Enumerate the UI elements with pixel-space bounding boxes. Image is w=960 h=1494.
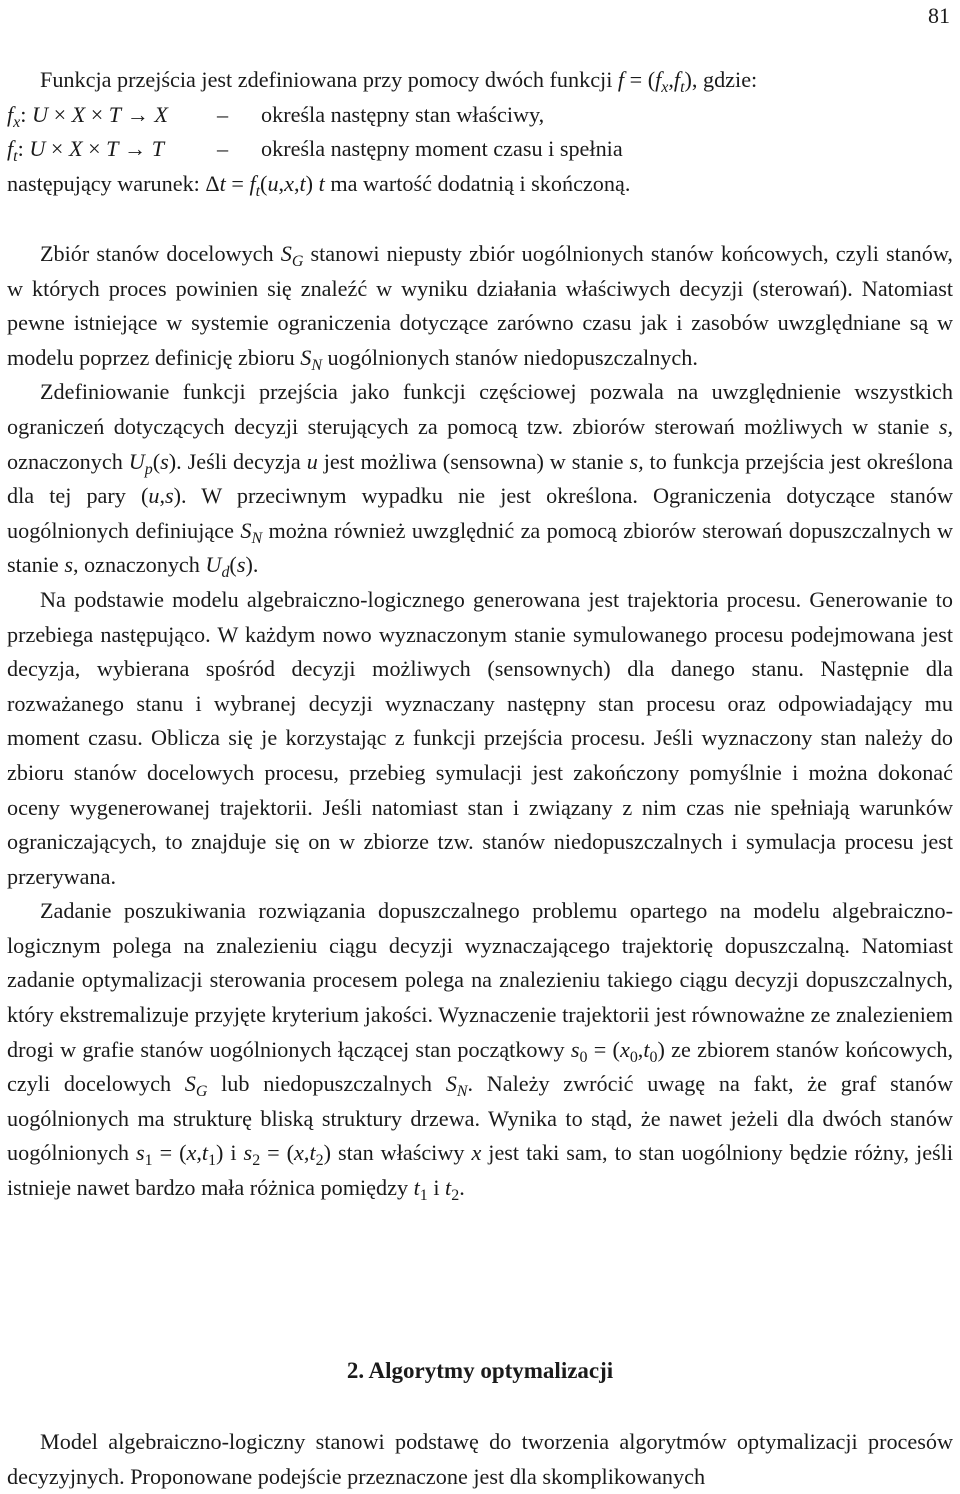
- paragraph: Zdefiniowanie funkcji przejścia jako funkcji częściowej pozwala na uwzględnienie wszystkich ograniczeń dotyczących decyzji sterujących za pomocą tzw. zbiorów sterowań możliwych w stanie s, oznaczonych $U_p(s)$. Jeśli decyzja u jest możliwa (sensowna) w stanie s, to funkcja przejścia jest określona dla tej pary (u,s). W przeciwnym wypadku nie jest określona. Ograniczenia dotyczące stanów uogólnionych definiujące $S_N$ można również uwzględnić za pomocą zbiorów sterowań dopuszczalnych w stanie s, oznaczonych $U_d(s)$.: [7, 379, 953, 582]
- body-text: [7, 237, 953, 1206]
- intro-line: Funkcja przejścia jest zdefiniowana przy pomocy dwóch funkcji $f = (f_x,f_t)$, gdzie:: [40, 67, 758, 96]
- paragraph: Na podstawie modelu algebraiczno-logicznego generowana jest trajektoria procesu. Generowanie to przebiega następująco. W każdym nowo wyznaczonym stanie symulowanego procesu podejmowana jest decyzja, wybierana spośród decyzji możliwych (sensownych) dla danego stanu. Następnie dla rozważanego stanu i wybranej decyzji wyznaczany następny stan procesu oraz odpowiadający mu moment czasu. Oblicza się je korzystając z funkcji przejścia procesu. Jeśli wyznaczony stan należy do zbioru stanów docelowych procesu, przebieg symulacji jest zakończony pomyślnie i można dokonać oceny wygenerowanej trajektorii. Jeśli natomiast stan i związany z nim czas nie spełniają warunków ograniczających, to znajduje się on w zbiorze tzw. stanów niedopuszczalnych i symulacja procesu jest przerywana.: [7, 586, 953, 889]
- section-heading: 2. Algorytmy optymalizacji: [346, 1358, 614, 1383]
- fx-definition: $f_x$: U × X × T → X – określa następny stan właściwy,: [7, 101, 545, 131]
- body-text-after-heading: [7, 1425, 953, 1494]
- paragraph: Model algebraiczno-logiczny stanowi podstawę do tworzenia algorytmów optymalizacji procesów decyzyjnych. Proponowane podejście przeznaczone jest dla skomplikowanych: [7, 1429, 953, 1489]
- ft-definition: $f_t$: U × X × T → T – określa następny moment czasu i spełnia: [7, 136, 623, 165]
- paragraph: Zadanie poszukiwania rozwiązania dopuszczalnego problemu opartego na modelu algebraiczno-logicznym polega na znalezieniu ciągu decyzji wyznaczającego trajektorię dopuszczalną. Natomiast zadanie optymalizacji sterowania procesem polega na znalezieniu takiego ciągu decyzji dopuszczalnych, który ekstremalizuje przyjęte kryterium jakości. Wyznaczenie trajektorii jest równoważne ze znalezieniem drogi w grafie stanów uogólnionych łączącej stan początkowy $s_0 = (x_0,t_0)$ ze zbiorem stanów końcowych, czyli docelowych $S_G$ lub niedopuszczalnych $S_N$. Należy zwrócić uwagę na fakt, że graf stanów uogólnionych ma strukturę bliską struktury drzewa. Wynika to stąd, że nawet jeżeli dla dwóch stanów uogólnionych $s_1 = (x,t_1)$ i $s_2 = (x,t_2)$ stan właściwy x jest taki sam, to stan uogólniony będzie różny, jeśli istnieje nawet bardzo mała różnica pomiędzy $t_1$ i $t_2$.: [7, 898, 954, 1204]
- intro-block: [7, 63, 953, 201]
- time-condition: następujący warunek: $\Delta t = f_t(u,x,t)$ t ma wartość dodatnią i skończoną.: [7, 170, 631, 200]
- page-number: 81: [928, 3, 950, 28]
- paragraph: Zbiór stanów docelowych $S_G$ stanowi niepusty zbiór uogólnionych stanów końcowych, czyli stanów, w których proces powinien się znaleźć w wyniku działania właściwych decyzji (sterowań). Natomiast pewne istniejące w systemie ograniczenia dotyczące zarówno czasu jak i zasobów uwzględniane są w modelu poprzez definicję zbioru $S_N$ uogólnionych stanów niedopuszczalnych.: [7, 241, 953, 374]
